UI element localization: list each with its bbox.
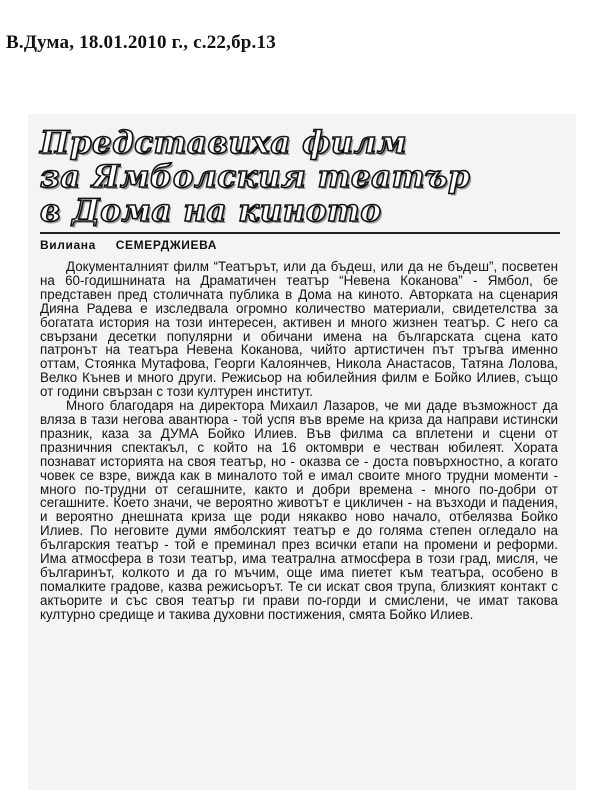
article-headline — [40, 126, 570, 228]
headline-line-1: Представиха филм — [40, 125, 407, 161]
newspaper-clipping — [28, 114, 576, 790]
article-paragraph-2: Много благодаря на директора Михаил Лазаров, че ми даде възможност да вляза в тази негова авантюра - той успя във време на криза да направи истински празник, каза за ДУМА Бойко Илиев. Във филма са вплетени и сцени от празничния спектакъл, с който на 16 октомври е честван юбилеят. Хората познават историята на своя театър, но - оказва се - доста повърхностно, а когато човек се взре, вижда как в миналото той е имал своите много трудни моменти - много по-трудни от сегашните, както и добри времена - много по-добри от сегашните. Което значи, че вероятно животът е цикличен - на възходи и падения, и вероятно днешната криза ще роди някакво ново начало, отбелязва Бойко Илиев. По неговите думи ямболският театър е до голяма степен огледало на българския театър - той е преминал през всички етапи на промени и реформи. Има атмосфера в този театър, има театрална атмосфера в този град, мисля, че българинът, колкото и да го мъчим, още има пиетет към театъра, особено в помалките градове, казва режисьорът. Те си искат своя трупа, близкият контакт с актьорите и със своя театър ги прави по-горди и смислени, че имат такова културно средище и такива духовни постижения, смята Бойко Илиев. — [40, 398, 558, 622]
headline-line-2: за Ямболския театър — [40, 159, 471, 195]
article-byline: Вилиана СЕМЕРДЖИЕВА — [40, 238, 218, 252]
article-body — [40, 260, 558, 622]
article-paragraph-1: Документалният филм “Театърът, или да бъдеш, или да не бъдеш”, посветен на 60-годишнината на Драматичен театър “Невена Коканова” - Ямбол, бе представен пред столичната публика в Дома на киното. Авторката на сценария Дияна Радева е изследвала огромно количество материали, свидетелства за богатата история на този интересен, активен и много жизнен театър. С него са свързани десетки популярни и обичани имена на българската сцена като патронът на театъра Невена Коканова, чийто артистичен път тръгва именно оттам, Стоянка Мутафова, Георги Калоянчев, Никола Анастасов, Татяна Лолова, Велко Кънев и много други. Режисьор на юбилейния филм е Бойко Илиев, също от години свързан с този културен институт. — [40, 259, 558, 400]
headline-line-3: в Дома на киното — [40, 193, 382, 229]
headline-divider — [40, 232, 560, 234]
source-caption: В.Дума, 18.01.2010 г., с.22,бр.13 — [6, 32, 276, 53]
